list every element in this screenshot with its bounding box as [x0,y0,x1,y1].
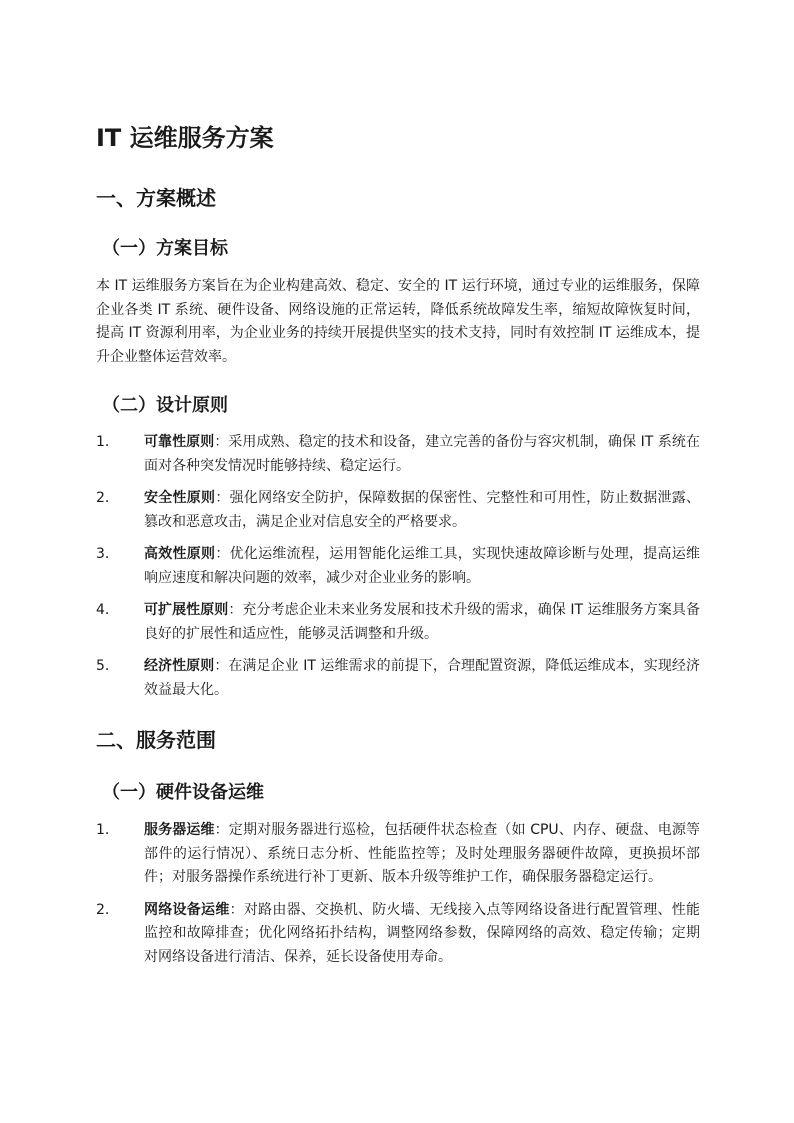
list-item-text: ：在满足企业 IT 运维需求的前提下，合理配置资源，降低运维成本，实现经济效益最大化。 [144,658,700,698]
subsection-heading-hardware: （一）硬件设备运维 [102,782,264,803]
principles-list [96,431,700,702]
list-item-label: 经济性原则 [144,658,215,674]
subsection-heading-principles: （二）设计原则 [102,395,228,416]
list-item [96,487,700,534]
list-number: 2. [96,901,110,918]
list-item-text: ：优化运维流程，运用智能化运维工具，实现快速故障诊断与处理，提高运维响应速度和解决问题的效率，减少对企业业务的影响。 [144,546,701,586]
list-number: 1. [96,822,110,838]
section-heading-overview: 一、方案概述 [96,186,216,210]
list-item-label: 可扩展性原则 [144,602,229,618]
list-number: 4. [96,602,110,618]
list-number: 1. [96,434,110,450]
list-item-label: 服务器运维 [144,822,215,838]
goals-paragraph: 本 IT 运维服务方案旨在为企业构建高效、稳定、安全的 IT 运行环境，通过专业的运维服务，保障企业各类 IT 系统、硬件设备、网络设施的正常运转，降低系统故障发生率，缩短故障恢复时间，提高 IT 资源利用率，为企业业务的持续开展提供坚实的技术支持，同时有效控制 IT 运维成本，提升企业整体运营效率。 [96,278,700,365]
list-item-label: 高效性原则 [144,546,216,562]
list-item [96,899,700,970]
list-item [96,431,700,478]
list-item-label: 可靠性原则 [144,434,215,450]
list-item-text: ：充分考虑企业未来业务发展和技术升级的需求，确保 IT 运维服务方案具备良好的扩展性和适应性，能够灵活调整和升级。 [144,602,700,642]
document-title: IT 运维服务方案 [96,124,274,152]
list-item-text: ：强化网络安全防护，保障数据的保密性、完整性和可用性，防止数据泄露、篡改和恶意攻击，满足企业对信息安全的严格要求。 [144,490,701,530]
list-number: 3. [96,546,110,562]
list-number: 2. [96,490,110,506]
list-item-text: ：采用成熟、稳定的技术和设备，建立完善的备份与容灾机制，确保 IT 系统在面对各种突发情况时能够持续、稳定运行。 [144,434,700,474]
list-item [96,543,700,590]
list-item-text: ：定期对服务器进行巡检，包括硬件状态检查（如 CPU、内存、硬盘、电源等部件的运行情况）、系统日志分析、性能监控等；及时处理服务器硬件故障，更换损坏部件；对服务器操作系统进行补丁更新、版本升级等维护工作，确保服务器稳定运行。 [144,822,700,885]
list-item-label: 安全性原则 [144,490,216,506]
list-item-text: ：对路由器、交换机、防火墙、无线接入点等网络设备进行配置管理、性能监控和故障排查；优化网络拓扑结构，调整网络参数，保障网络的高效、稳定传输；定期对网络设备进行清洁、保养，延长设备使用寿命。 [144,901,701,965]
subsection-heading-goals: （一）方案目标 [102,238,228,259]
list-number: 5. [96,658,110,674]
list-item [96,599,700,646]
list-item [96,655,700,702]
list-item-label: 网络设备运维 [144,901,230,918]
hardware-list [96,819,700,969]
section-heading-scope: 二、服务范围 [96,728,216,752]
list-item [96,819,700,890]
